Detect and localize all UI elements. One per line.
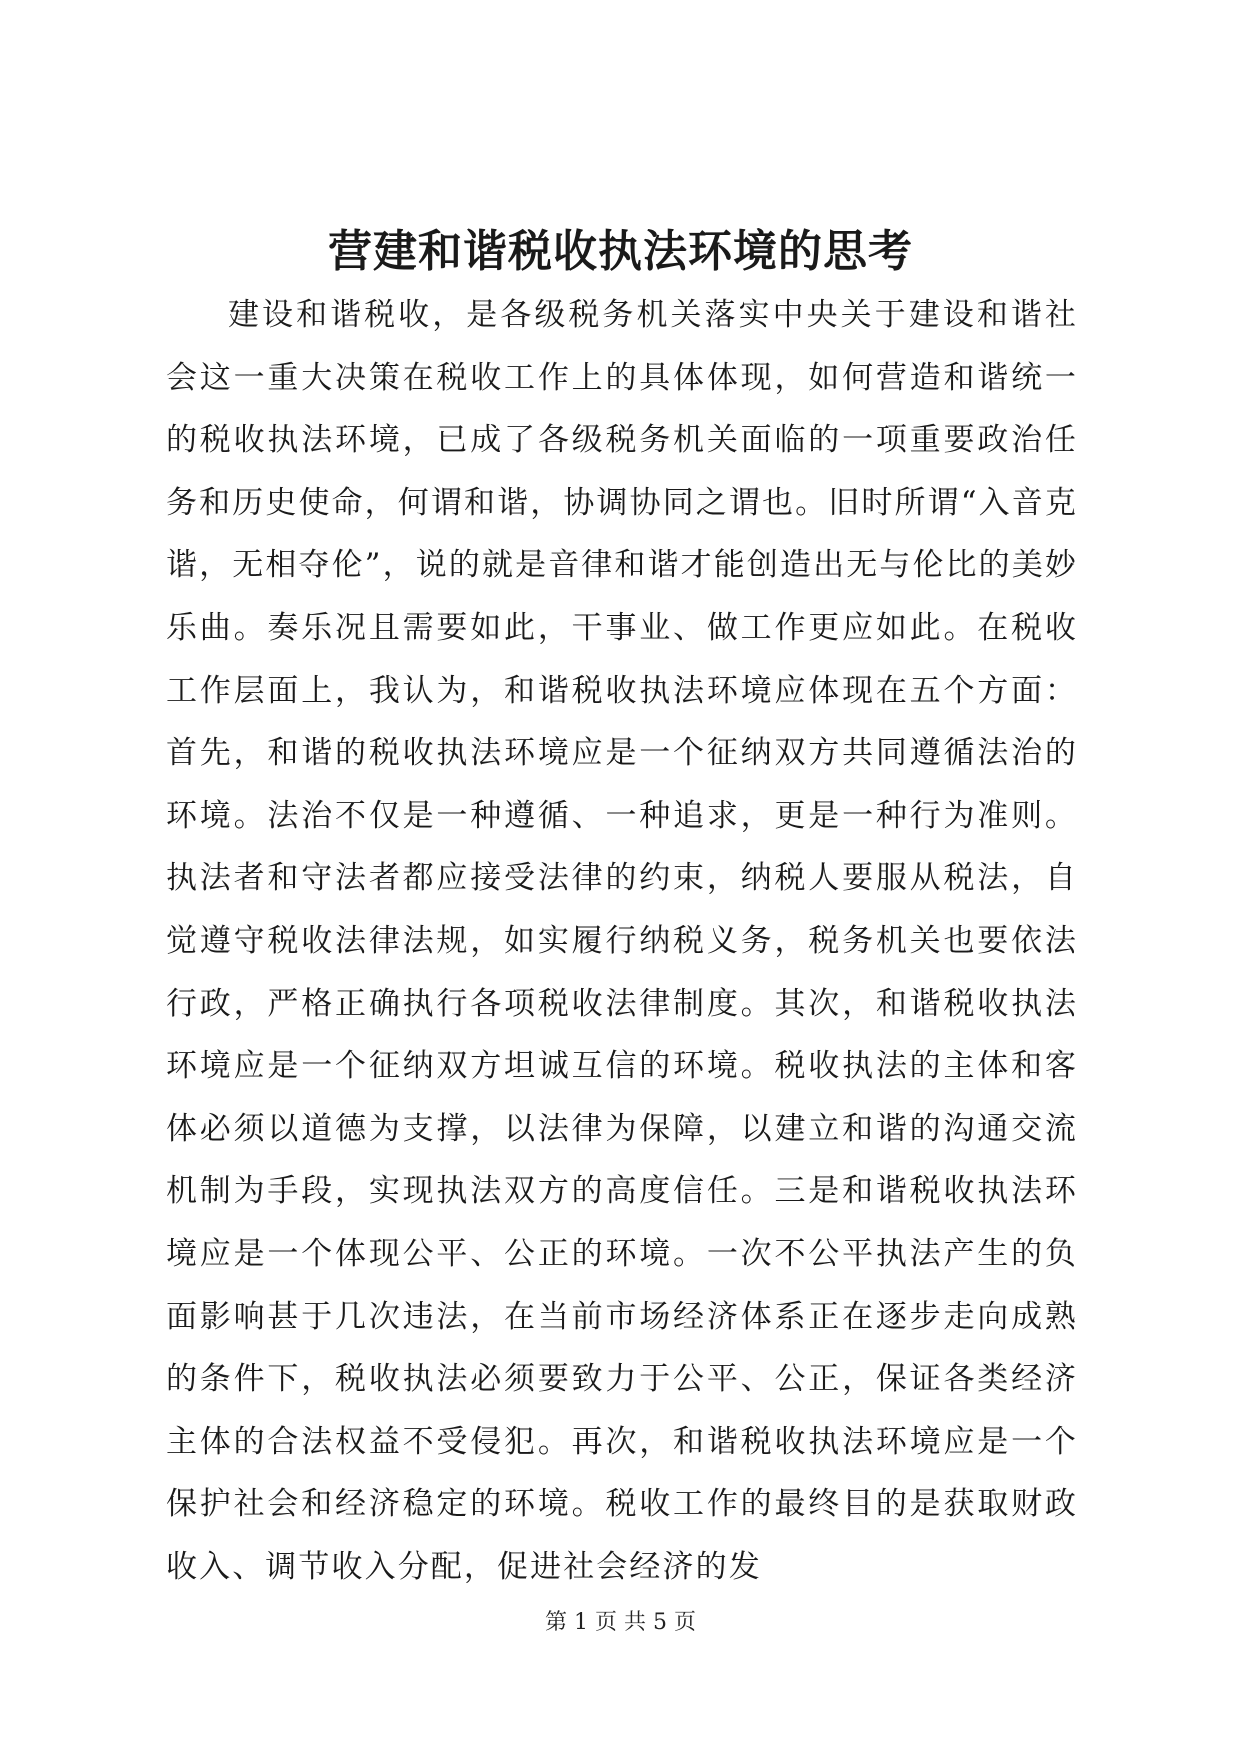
document-title: 营建和谐税收执法环境的思考 [328,226,913,277]
page-footer: 第 1 页 共 5 页 [545,1610,696,1635]
body-paragraph: 建设和谐税收，是各级税务机关落实中央关于建设和谐社会这一重大决策在税收工作上的具体体现，如何营造和谐统一的税收执法环境，已成了各级税务机关面临的一项重要政治任务和历史使命，何谓和谐，协调协同之谓也。旧时所谓“入音克谐，无相夺伦”，说的就是音律和谐才能创造出无与伦比的美妙乐曲。奏乐况且需要如此，干事业、做工作更应如此。在税收工作层面上，我认为，和谐税收执法环境应体现在五个方面：首先，和谐的税收执法环境应是一个征纳双方共同遵循法治的环境。法治不仅是一种遵循、一种追求，更是一种行为准则。执法者和守法者都应接受法律的约束，纳税人要服从税法，自觉遵守税收法律法规，如实履行纳税义务，税务机关也要依法行政，严格正确执行各项税收法律制度。其次，和谐税收执法环境应是一个征纳双方坦诚互信的环境。税收执法的主体和客体必须以道德为支撑，以法律为保障，以建立和谐的沟通交流机制为手段，实现执法双方的高度信任。三是和谐税收执法环境应是一个体现公平、公正的环境。一次不公平执法产生的负面影响甚于几次违法，在当前市场经济体系正在逐步走向成熟的条件下，税收执法必须要致力于公平、公正，保证各类经济主体的合法权益不受侵犯。再次，和谐税收执法环境应是一个保护社会和经济稳定的环境。税收工作的最终目的是获取财政收入、调节收入分配，促进社会经济的发 [166,297,1078,1585]
